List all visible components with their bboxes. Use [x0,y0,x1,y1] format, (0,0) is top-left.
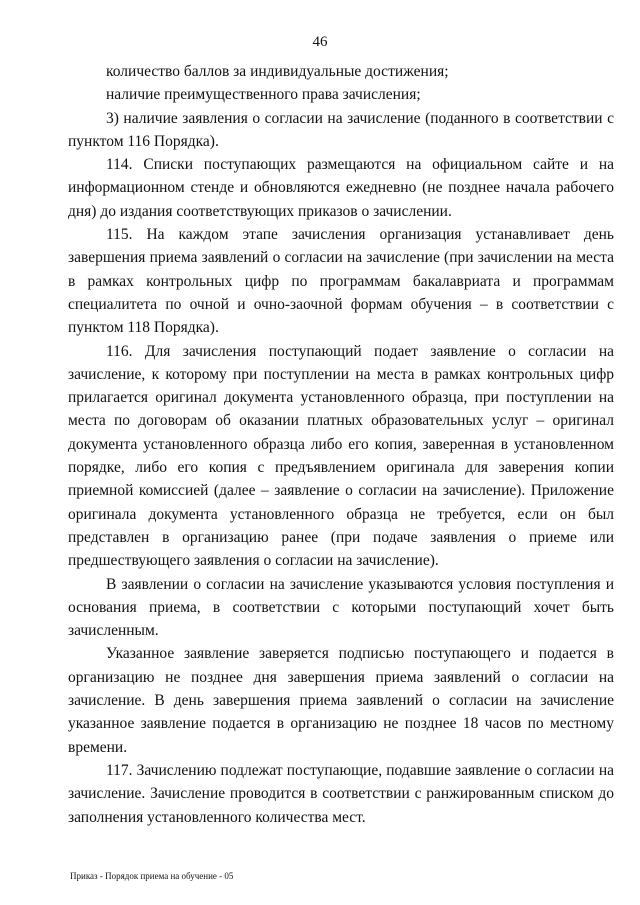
paragraph: 116. Для зачисления поступающий подает заявление о согласии на зачисление, к которому при поступлении на места в рамках контрольных цифр прилагается оригинал документа установленного образца, при поступлении на места по договорам об оказании платных образовательных услуг – оригинал документа установленного образца либо его копия, заверенная в установленном порядке, либо его копия с предъявлением оригинала для заверения копии приемной комиссией (далее – заявление о согласии на зачисление). Приложение оригинала документа установленного образца не требуется, если он был представлен в организацию ранее (при подаче заявления о приеме или предшествующего заявления о согласии на зачисление). [68,342,614,570]
page-footer: Приказ - Порядок приема на обучение - 05 [70,871,234,881]
paragraph: количество баллов за индивидуальные достижения; [106,63,449,80]
paragraph: 3) наличие заявления о согласии на зачисление (поданного в соответствии с пунктом 116 Порядка). [68,109,614,150]
paragraph: В заявлении о согласии на зачисление указываются условия поступления и основания приема, в соответствии с которыми поступающий хочет быть зачисленным. [68,575,614,640]
paragraph: 114. Списки поступающих размещаются на официальном сайте и на информационном стенде и обновляются ежедневно (не позднее начала рабочего дня) до издания соответствующих приказов о зачислении. [68,156,614,220]
paragraph: 115. На каждом этапе зачисления организация устанавливает день завершения приема заявлений о согласии на зачисление (при зачислении на места в рамках контрольных цифр по программам бакалавриата и программам специалитета по очной и очно-заочной формам обучения – в соответствии с пунктом 118 Порядка). [68,226,614,337]
paragraph: 117. Зачислению подлежат поступающие, подавшие заявление о согласии на зачисление. Зачисление проводится в соответствии с ранжированным списком до заполнения установленного количества мест. [68,761,614,826]
page-number: 46 [312,34,328,50]
paragraph: Указанное заявление заверяется подписью поступающего и подается в организацию не позднее дня завершения приема заявлений о согласии на зачисление. В день завершения приема заявлений о согласии на зачисление указанное заявление подается в организацию не позднее 18 часов по местному времени. [68,645,614,756]
document-body [68,60,614,829]
paragraph: наличие преимущественного права зачисления; [106,86,421,104]
